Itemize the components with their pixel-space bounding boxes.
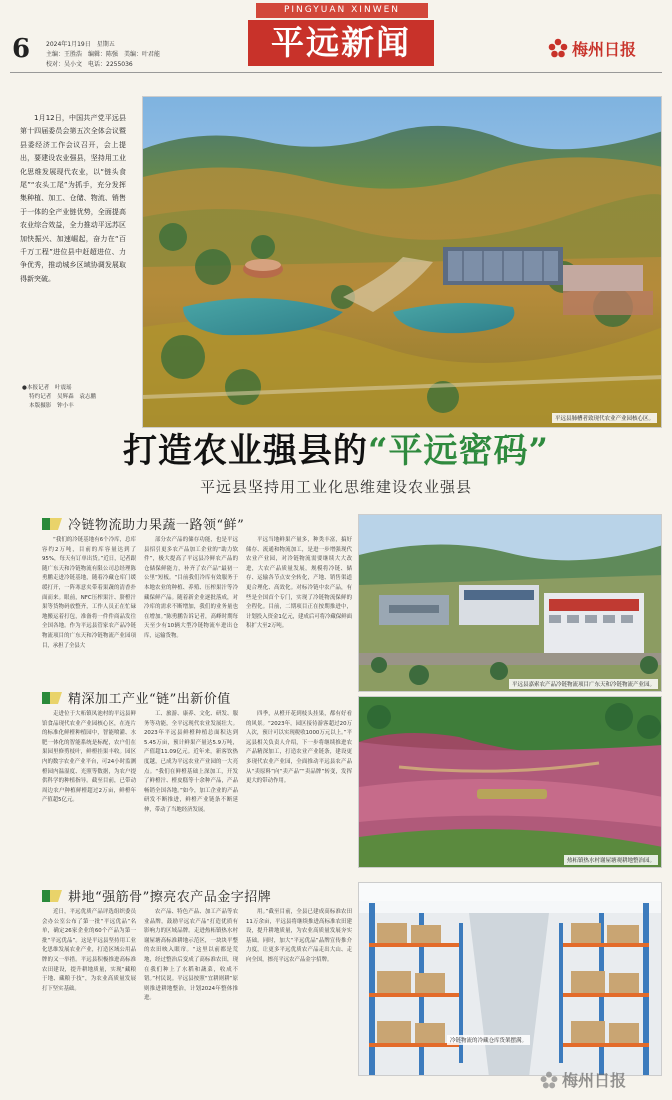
page-number: 6 xyxy=(12,34,31,64)
section1-col1: “我们的冷链基地有6个冷库，总库容约2万吨，目前的库容量达到了95%，每天有订单出货。”近日，记者跟随广东天和冷链物流有限公司总经理陈勇鹏走进冷链基地，随着冷藏仓库门缓缓打开，一阵寒意夹带着果蔬的清香扑面而来。眼前，NFC压榨果汁、脐橙汁果等货物码放整齐，工作人员正在忙碌地搬运着打包，准备将一件件商品发往全国各地。作为平远县管家农产品冷链物流项目的广东天和冷链物流产业园项目，承担了全县大 xyxy=(42,537,136,649)
lead-photo-caption: 平远县肺槽者致现代农业产业园核心区。 xyxy=(552,413,657,423)
headline-subtitle: 平远县坚持用工业化思维建设农业强县 xyxy=(199,478,472,496)
section1-kicker: 冷链物流助力果蔬一路领“鲜” xyxy=(42,514,352,533)
masthead-rule xyxy=(10,72,662,73)
section3-col1: 近日，平远优质产品评选组织委员会办公室公布了第一批“平远优品”名单，确定26家企业的60个产品为第一批“平远优品”。这是平远县坚持用工业化思维发展农业产业，打造区域公用品牌的又一举措。平远县积极推进高标准农田建设，提升耕地质量，实现“藏粮于地、藏粮于技”，为农业高质量发展打下坚实基础。 xyxy=(42,909,136,992)
lead-article-body: 1月12日，中国共产党平远县第十四届委员会第五次全体会议暨县委经济工作会议召开，会上提出，要建设农业强县，坚持用工业化思维发展现代农业，以“链头食尾”“农头工尾”为抓手，充分发挥集种植、加工、仓储、物流、销售于一体的全产业链优势，全面提高农业综合效益，全力推动平远苏区加快振兴、加速崛起，奋力在“百千万工程”进位县中赶超进位、力争优秀，推动城乡区域协调发展取得新突破。 xyxy=(20,114,126,283)
proof-line: 校对：吴小文 电话：2255036 xyxy=(46,61,133,68)
section2-col1: 走进位于大柘镇凤池村的平远县鲜馆食品现代农业产业园核心区，在连片的标准化鲜橙种植园中，智能喷灌、水肥一体化的智能系统是标配，农户们在果园里修剪枝叶，鲜橙挂果丰收。园区内的数字农业产业平台，可24小时监测橙园内温湿度、光照等数据，为农户提供科学的种植指导。截至目前，已带动周边农户种植鲜橙超过2万亩，鲜橙年产值超5亿元。 xyxy=(42,711,136,804)
headline xyxy=(0,428,672,497)
headline-highlight: “平远密码” xyxy=(367,431,550,471)
section2-col2: 工、旅游、康养、文化、研发、服务等功能，全平远现代农业发展壮大。2023年平远县鲜橙种植总面积达到5.45万亩，预计鲜果产量达5.9万吨，产值超11.09亿元。近年来，新客饮热度越，已成为平远农业产业园的一大亮点。“我们在鲜橙基础上深加工，开发了鲜橙汁、橙皮糕等十余种产品，产品畅销全国各地。”如今，加工企业的产品研发不断推进，鲜橙产业链条不断延伸，带动了当地经济发展。 xyxy=(144,711,238,813)
newspaper-logo xyxy=(548,36,636,60)
date-line: 2024年1月19日 星期五 xyxy=(46,41,115,48)
section1-col2: 部分农产品的储存功能，也是平远县招引更多农产品加工企业的“助力软件”，极大提高了平远县冷鲜农产品的仓储保鲜能力，补齐了农产品“最初一公里”短板。“目前我们冷库有效服务于本地农业的种植、养殖、压榨果汁等冷藏保鲜产品。随着新企业逐批落成，对冷库的需求不断增加，我们的业务量也在增加。”陈勇鹏告诉记者，高峰时期每天至少有10辆大型冷链物流车进出仓库，运输货物。 xyxy=(144,537,238,639)
warehouse-photo xyxy=(359,883,662,1076)
section-title: 平远新闻 xyxy=(248,20,434,66)
watermark-text: 梅州日报 xyxy=(562,1071,627,1090)
credit-line: ●本报记者 叶震瑶 xyxy=(22,385,72,391)
pinyin-banner: PINGYUAN XINWEN xyxy=(256,3,428,18)
editor-line: 主编：王胜浩 编辑：陈强 美编：叶君能 xyxy=(46,51,161,58)
cold-chain-park-photo xyxy=(359,515,662,692)
kicker-bar-icon xyxy=(42,518,62,530)
lead-article-text xyxy=(20,112,126,370)
lead-credits xyxy=(22,384,132,411)
section3-col3: 用。”截至目前，全县已建成高标准农田11万余亩，平远县将继续推进高标准农田建设，提升耕地质量，为农业高质量发展夯实基础。同时，加大“平远优品”品牌宣传推介力度，让更多平远优质农产品走出大山、走向全国，擦亮平远农产品金字招牌。 xyxy=(246,909,352,963)
section2-kicker: 精深加工产业“链”出新价值 xyxy=(42,688,352,707)
section1-photo xyxy=(358,514,662,692)
masthead xyxy=(0,0,672,82)
section1-photo-caption: 平远县嘉索农产品冷链物流项目广东天和冷链物流产业园。 xyxy=(509,679,658,689)
aerial-farm-photo xyxy=(143,97,662,428)
section3-col2: 农产品、特色产品、加工产品等农业品牌，鼓励平远农产品“打造优质有影响力的区域品牌。走进热柘镇热水村谢屋塘高标准耕地示范区，一块块平整的农田映入眼帘。“这里以前都是荒地，经过整治后变成了高标准农田，现在我们种上了水稻和蔬菜，收成不错。”村民说。平远县按照“宜耕则耕”原则推进耕地整治，计划2024年整体推进。 xyxy=(144,909,238,1002)
section3-photo-caption: 冷链物流的冷藏仓库货架摆满。 xyxy=(447,1035,530,1045)
credit-line: 特约记者 吴辉森 袁志鹏 xyxy=(29,394,97,400)
section1-col3: 平远当地鲜果产量多，种类丰富，搞好储存、流通和物流加工，是进一步增强现代农业产业园，对冷链物流需要继续大大改进，大农产品质量发展，规模将冷链、储存、运输各节点安全转化，产地、销售渠道更合理化、高效化。对标冷链中农产品，有些是全国首个专门，实现了冷链物流保鲜的全程化。目前，二期项目正在按期推进中，计划投入资金1亿元，建成后可将冷藏保鲜面积扩大至2万吨。 xyxy=(246,537,352,630)
section3-photo xyxy=(358,882,662,1076)
section2-photo xyxy=(358,696,662,868)
newspaper-name: 梅州日报 xyxy=(572,39,637,59)
watermark xyxy=(540,1068,626,1091)
section2 xyxy=(42,688,352,864)
section2-photo-caption: 热柘镇热水村谢屋塘观耕地整治园。 xyxy=(564,855,658,865)
headline-prefix: 打造农业强县的 xyxy=(122,431,368,471)
plum-blossom-icon xyxy=(540,1071,558,1089)
kicker-bar-icon xyxy=(42,692,62,704)
kicker-bar-icon xyxy=(42,890,62,902)
credit-line: 本版摄影 钟小丰 xyxy=(29,403,74,409)
section3 xyxy=(42,886,352,1076)
plum-blossom-icon xyxy=(548,38,568,58)
main-headline xyxy=(0,428,672,474)
section1 xyxy=(42,514,352,684)
section2-col3: 四季，从橙开花到枝头挂果，都有好看的风景。“2023年，园区接待游客超过20万人次，预计可以实现税收1000万元以上。”平远县相关负责人介绍，下一步将继续推进农产品精深加工，打造农业产业链条，建设更多现代农业产业园，全面推动平远县农产品从“卖原料”向“卖产品”“卖品牌”转变，发挥更大的带动作用。 xyxy=(246,711,352,785)
farmland-photo xyxy=(359,697,662,868)
bullet-icon: ● xyxy=(22,385,27,391)
lead-photo xyxy=(142,96,662,428)
section3-kicker: 耕地“强筋骨”擦亮农产品金字招牌 xyxy=(42,886,352,905)
